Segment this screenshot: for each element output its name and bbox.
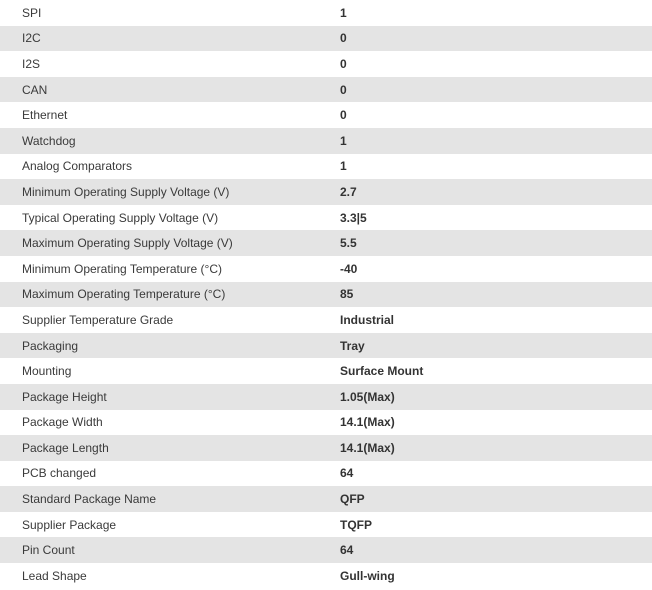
spec-value: -40 [340, 261, 358, 276]
spec-value: Industrial [340, 312, 395, 327]
table-row [0, 77, 652, 103]
spec-label: Minimum Operating Supply Voltage (V) [0, 179, 318, 205]
spec-value: 64 [340, 466, 354, 481]
table-row [0, 358, 652, 384]
table-row [0, 486, 652, 512]
spec-value: 0 [318, 26, 652, 52]
spec-label: Supplier Temperature Grade [22, 312, 174, 327]
spec-value: 1 [340, 5, 347, 20]
table-row [0, 410, 652, 436]
spec-label: Standard Package Name [0, 486, 318, 512]
table-row [0, 179, 652, 205]
table-row [0, 205, 652, 231]
spec-label: I2S [22, 56, 41, 71]
table-row [0, 154, 652, 180]
spec-value: 2.7 [318, 179, 652, 205]
table-row [0, 461, 652, 487]
spec-value: Gull-wing [340, 568, 395, 583]
table-row [0, 537, 652, 563]
table-row [0, 102, 652, 128]
spec-label: Packaging [0, 333, 318, 359]
spec-label: Pin Count [0, 537, 318, 563]
spec-label: Supplier Package [22, 517, 117, 532]
table-row [0, 0, 652, 26]
spec-label: Analog Comparators [22, 159, 133, 174]
table-row [0, 333, 652, 359]
spec-label: Watchdog [0, 128, 318, 154]
spec-value: 64 [318, 537, 652, 563]
table-row [0, 26, 652, 52]
spec-value: 0 [340, 108, 347, 123]
spec-value: TQFP [340, 517, 372, 532]
spec-value: 1 [318, 128, 652, 154]
spec-label: Minimum Operating Temperature (°C) [22, 261, 222, 276]
spec-label: Typical Operating Supply Voltage (V) [22, 210, 219, 225]
spec-label: I2C [0, 26, 318, 52]
spec-value: 1.05(Max) [318, 384, 652, 410]
spec-value: 85 [318, 282, 652, 308]
spec-label: Ethernet [22, 108, 68, 123]
spec-value: 0 [318, 77, 652, 103]
spec-value: Tray [318, 333, 652, 359]
spec-value: Surface Mount [340, 364, 424, 379]
spec-value: QFP [318, 486, 652, 512]
spec-label: Package Length [0, 435, 318, 461]
table-row [0, 512, 652, 538]
spec-value: 0 [340, 56, 347, 71]
spec-label: Lead Shape [22, 568, 87, 583]
spec-label: Maximum Operating Temperature (°C) [0, 282, 318, 308]
spec-value: 14.1(Max) [340, 415, 395, 430]
spec-label: Mounting [22, 364, 72, 379]
table-row [0, 282, 652, 308]
spec-value: 5.5 [318, 230, 652, 256]
table-row [0, 307, 652, 333]
spec-label: SPI [22, 5, 42, 20]
spec-label: Package Width [22, 415, 103, 430]
spec-label: CAN [0, 77, 318, 103]
table-row [0, 256, 652, 282]
table-row [0, 563, 652, 589]
table-row [0, 230, 652, 256]
spec-value: 3.3|5 [340, 210, 367, 225]
table-row [0, 384, 652, 410]
table-row [0, 128, 652, 154]
spec-label: PCB changed [22, 466, 97, 481]
spec-value: 1 [340, 159, 347, 174]
table-row [0, 435, 652, 461]
spec-value: 14.1(Max) [318, 435, 652, 461]
spec-label: Maximum Operating Supply Voltage (V) [0, 230, 318, 256]
spec-label: Package Height [0, 384, 318, 410]
table-row [0, 51, 652, 77]
